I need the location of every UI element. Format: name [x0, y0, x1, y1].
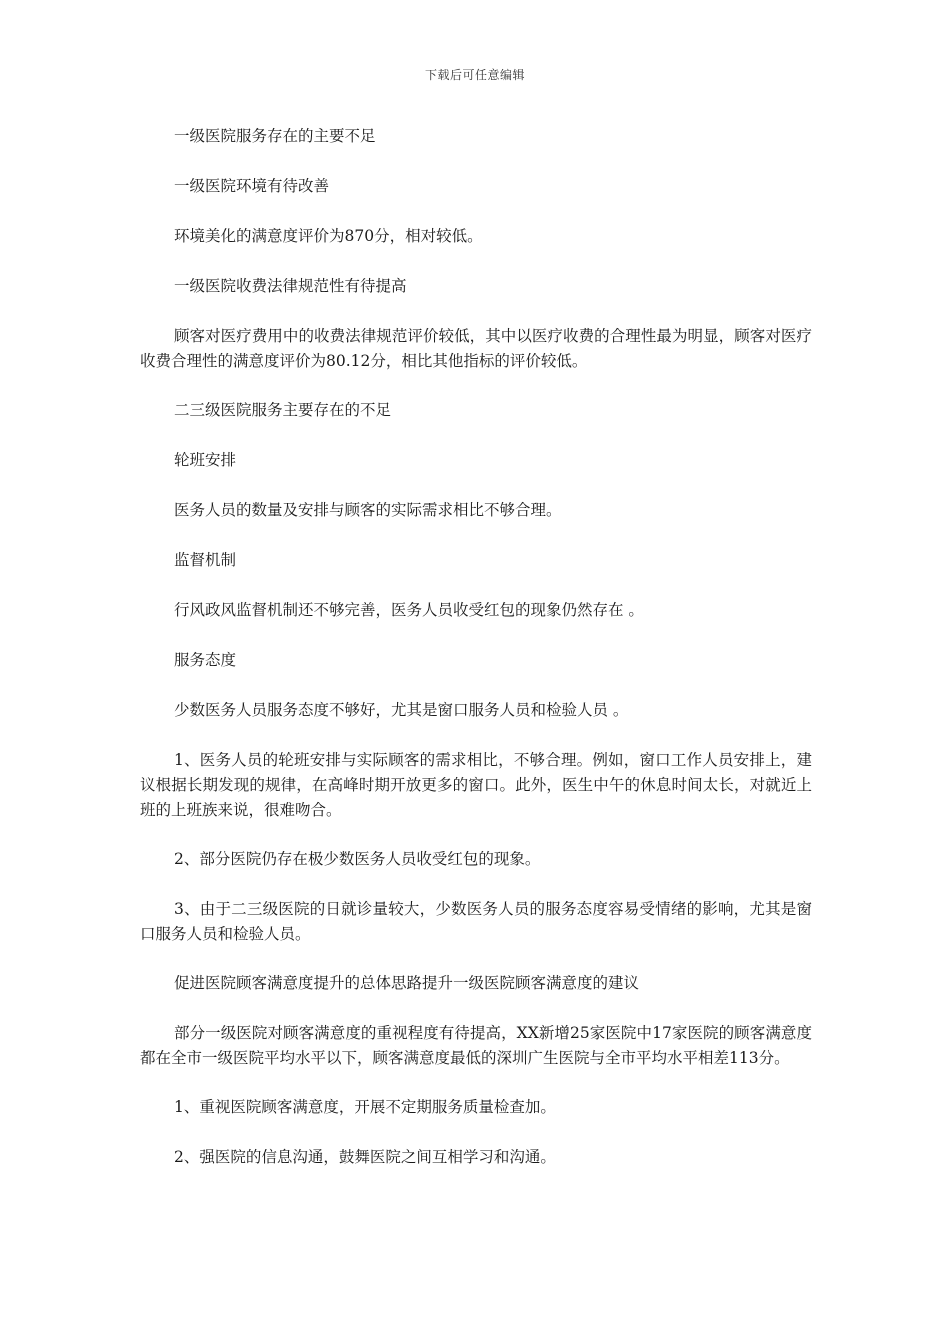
body-paragraph: 行风政风监督机制还不够完善，医务人员收受红包的现象仍然存在 。: [174, 601, 644, 619]
list-item: 2、部分医院仍存在极少数医务人员收受红包的现象。: [174, 850, 541, 868]
section-heading: 二三级医院服务主要存在的不足: [174, 401, 392, 419]
subsection-heading: 一级医院环境有待改善: [174, 177, 330, 195]
subsection-heading: 服务态度: [174, 651, 237, 669]
page-header-note: 下载后可任意编辑: [424, 68, 525, 82]
body-paragraph: 医务人员的数量及安排与顾客的实际需求相比不够合理。: [174, 501, 562, 519]
body-paragraph: 部分一级医院对顾客满意度的重视程度有待提高，XX新增25家医院中17家医院的顾客满意度都在全市一级医院平均水平以下，顾客满意度最低的深圳广生医院与全市平均水平相差113分。: [140, 1024, 812, 1067]
body-paragraph: 顾客对医疗费用中的收费法律规范评价较低，其中以医疗收费的合理性最为明显，顾客对医疗收费合理性的满意度评价为80.12分，相比其他指标的评价较低。: [140, 327, 812, 370]
body-paragraph: 环境美化的满意度评价为870分，相对较低。: [174, 227, 483, 245]
document-body: [140, 124, 812, 1195]
list-item: 1、重视医院顾客满意度，开展不定期服务质量检查加。: [174, 1098, 556, 1116]
body-paragraph: 少数医务人员服务态度不够好，尤其是窗口服务人员和检验人员 。: [174, 701, 629, 719]
list-item: 1、医务人员的轮班安排与实际顾客的需求相比，不够合理。例如，窗口工作人员安排上，建议根据长期发现的规律，在高峰时期开放更多的窗口。此外，医生中午的休息时间太长，对就近上班的上班族来说，很难吻合。: [140, 751, 812, 819]
subsection-heading: 监督机制: [174, 551, 237, 569]
subsection-heading: 一级医院收费法律规范性有待提高: [174, 277, 407, 295]
subsection-heading: 轮班安排: [174, 451, 237, 469]
list-item: 2、强医院的信息沟通，鼓舞医院之间互相学习和沟通。: [174, 1148, 556, 1166]
section-heading: 一级医院服务存在的主要不足: [174, 127, 376, 145]
section-heading: 促进医院顾客满意度提升的总体思路提升一级医院顾客满意度的建议: [174, 974, 640, 992]
list-item: 3、由于二三级医院的日就诊量较大，少数医务人员的服务态度容易受情绪的影响，尤其是窗口服务人员和检验人员。: [140, 900, 812, 943]
